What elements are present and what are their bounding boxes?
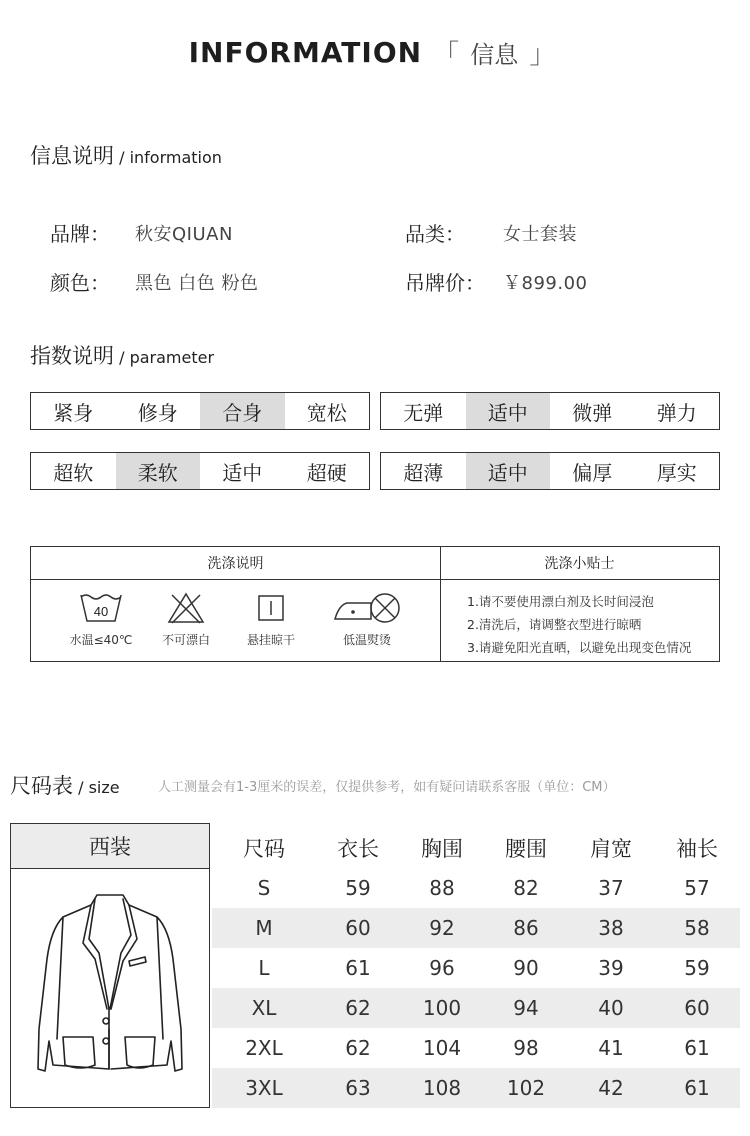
param-title-en: / parameter xyxy=(119,348,215,367)
table-cell: 62 xyxy=(345,996,371,1020)
size-note: 人工测量会有1-3厘米的误差，仅提供参考，如有疑问请联系客服（单位：CM） xyxy=(158,780,616,795)
header-title-cn: 信息 xyxy=(470,41,519,69)
table-cell: 3XL xyxy=(245,1076,283,1100)
table-cell: 60 xyxy=(684,996,710,1020)
thickness-index-box xyxy=(380,452,720,490)
table-cell: 108 xyxy=(422,1076,462,1100)
param-option-selected: 适中 xyxy=(466,453,551,489)
table-cell: 82 xyxy=(513,876,539,900)
wash-40-icon xyxy=(78,591,124,625)
param-section-title xyxy=(30,340,214,370)
low-iron-icon xyxy=(331,591,403,625)
wash-instructions-header: 洗涤说明 xyxy=(31,547,440,580)
table-cell: 39 xyxy=(598,956,624,980)
table-cell: S xyxy=(257,876,271,900)
wash-care-table xyxy=(30,546,720,662)
param-option: 微弹 xyxy=(572,400,613,425)
param-option: 超薄 xyxy=(403,460,444,485)
wash-divider xyxy=(440,547,441,661)
wash-temp-label: 水温≤40℃ xyxy=(69,633,133,647)
size-section-title xyxy=(10,770,120,800)
no-bleach-label: 不可漂白 xyxy=(161,633,210,647)
param-option-selected: 合身 xyxy=(200,393,285,429)
table-cell: 59 xyxy=(684,956,710,980)
param-option: 紧身 xyxy=(53,400,94,425)
table-cell: 96 xyxy=(429,956,455,980)
hang-dry-label: 悬挂晾干 xyxy=(246,633,295,647)
info-section-title xyxy=(30,140,222,170)
size-table xyxy=(212,828,740,1108)
table-cell: 61 xyxy=(684,1076,710,1100)
fit-index-box xyxy=(30,392,370,430)
table-cell: 42 xyxy=(598,1076,624,1100)
table-cell: 61 xyxy=(684,1036,710,1060)
brand-value: 秋安QIUAN xyxy=(135,224,233,245)
table-cell: 41 xyxy=(598,1036,624,1060)
no-bleach-icon xyxy=(166,591,206,625)
table-cell: 100 xyxy=(422,996,462,1020)
wash-icon-item xyxy=(146,591,226,648)
page-header xyxy=(0,34,750,71)
table-cell: 98 xyxy=(513,1036,539,1060)
table-cell: 57 xyxy=(684,876,710,900)
info-title-en: / information xyxy=(119,148,222,167)
param-option: 偏厚 xyxy=(572,460,613,485)
price-label: 吊牌价： xyxy=(405,271,485,295)
blazer-illustration xyxy=(11,869,209,1107)
param-option: 无弹 xyxy=(403,400,444,425)
column-header: 衣长 xyxy=(337,837,379,861)
table-cell: 94 xyxy=(513,996,539,1020)
table-row xyxy=(212,948,740,988)
header-bracket-open: 「 xyxy=(433,40,460,70)
table-row xyxy=(212,1028,740,1068)
softness-index-box xyxy=(30,452,370,490)
color-label: 颜色： xyxy=(50,271,110,295)
wash-tip: 3.请避免阳光直晒，以避免出现变色情况 xyxy=(467,640,692,655)
table-cell: 59 xyxy=(345,876,371,900)
wash-icon-item xyxy=(327,591,407,648)
wash-tips-header: 洗涤小贴士 xyxy=(440,547,719,580)
table-cell: 88 xyxy=(429,876,455,900)
header-bracket-close: 」 xyxy=(529,40,556,70)
elasticity-index-box xyxy=(380,392,720,430)
header-title-en: INFORMATION xyxy=(188,36,423,69)
param-title-cn: 指数说明 xyxy=(30,344,114,368)
table-cell: 102 xyxy=(506,1076,546,1100)
size-table-header xyxy=(212,828,740,868)
table-cell: 86 xyxy=(513,916,539,940)
table-cell: 38 xyxy=(598,916,624,940)
table-cell: XL xyxy=(251,996,277,1020)
table-cell: 61 xyxy=(345,956,371,980)
brand-label: 品牌： xyxy=(50,222,110,246)
garment-panel xyxy=(10,823,210,1108)
table-row xyxy=(212,908,740,948)
param-option: 修身 xyxy=(137,400,178,425)
param-option: 超软 xyxy=(53,460,94,485)
param-option-selected: 柔软 xyxy=(116,453,201,489)
wash-icon-item xyxy=(61,591,141,648)
param-option-selected: 适中 xyxy=(466,393,551,429)
param-option: 宽松 xyxy=(306,400,347,425)
table-cell: L xyxy=(258,956,270,980)
column-header: 腰围 xyxy=(505,837,547,861)
table-cell: 104 xyxy=(422,1036,462,1060)
param-option: 适中 xyxy=(222,460,263,485)
table-cell: 92 xyxy=(429,916,455,940)
column-header: 胸围 xyxy=(421,837,463,861)
table-cell: 90 xyxy=(513,956,539,980)
garment-label: 西装 xyxy=(11,824,209,869)
size-title-en: / size xyxy=(78,778,120,797)
column-header: 尺码 xyxy=(243,837,285,861)
column-header: 肩宽 xyxy=(590,837,632,861)
param-option: 超硬 xyxy=(306,460,347,485)
table-cell: M xyxy=(255,916,273,940)
hang-dry-icon xyxy=(254,591,288,625)
color-value: 黑色 白色 粉色 xyxy=(135,273,259,294)
column-header: 袖长 xyxy=(676,837,718,861)
table-cell: 2XL xyxy=(245,1036,283,1060)
wash-tip: 2.清洗后，请调整衣型进行晾晒 xyxy=(467,617,642,632)
info-title-cn: 信息说明 xyxy=(30,144,114,168)
table-cell: 40 xyxy=(598,996,624,1020)
table-cell: 58 xyxy=(684,916,710,940)
size-title-cn: 尺码表 xyxy=(10,774,73,798)
param-option: 厚实 xyxy=(656,460,697,485)
table-cell: 37 xyxy=(598,876,624,900)
wash-temp-text: 40 xyxy=(93,604,109,619)
table-row xyxy=(212,868,740,908)
category-label: 品类： xyxy=(405,222,465,246)
low-iron-label: 低温熨烫 xyxy=(342,633,391,647)
param-option: 弹力 xyxy=(656,400,697,425)
table-cell: 62 xyxy=(345,1036,371,1060)
wash-tip: 1.请不要使用漂白剂及长时间浸泡 xyxy=(467,594,654,609)
table-row xyxy=(212,1068,740,1108)
table-cell: 63 xyxy=(345,1076,371,1100)
wash-icon-item xyxy=(231,591,311,648)
table-row xyxy=(212,988,740,1028)
category-value: 女士套装 xyxy=(503,224,577,245)
price-value: ￥899.00 xyxy=(503,273,588,294)
table-cell: 60 xyxy=(345,916,371,940)
